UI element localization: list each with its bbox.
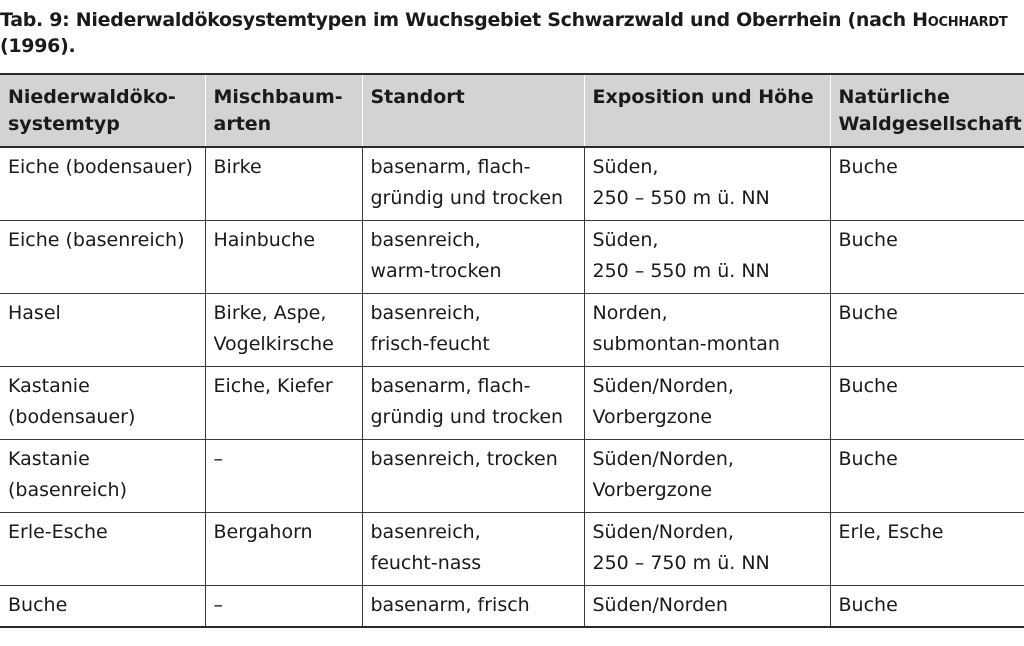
cell-mixed-tree-species: Bergahorn <box>205 512 362 585</box>
table-row <box>0 220 1024 293</box>
table-row <box>0 439 1024 512</box>
header-ecosystem-type: Niederwaldöko- systemtyp <box>0 74 205 147</box>
cell-exposition-altitude: Süden/Norden <box>584 585 830 627</box>
table-row <box>0 293 1024 366</box>
cell-site: basenarm, frisch <box>362 585 584 627</box>
cell-natural-forest-community: Buche <box>830 439 1024 512</box>
table-caption <box>0 7 1024 59</box>
cell-natural-forest-community: Erle, Esche <box>830 512 1024 585</box>
cell-ecosystem-type: Hasel <box>0 293 205 366</box>
cell-ecosystem-type: Kastanie (bodensauer) <box>0 366 205 439</box>
cell-exposition-altitude: Süden, 250 – 550 m ü. NN <box>584 220 830 293</box>
cell-ecosystem-type: Eiche (basenreich) <box>0 220 205 293</box>
caption-text: Tab. 9: Niederwaldökosystemtypen im Wuchsgebiet Schwarzwald und Oberrhein (nach <box>0 9 913 31</box>
cell-exposition-altitude: Süden, 250 – 550 m ü. NN <box>584 147 830 220</box>
header-mixed-tree-species: Mischbaum- arten <box>205 74 362 147</box>
cell-natural-forest-community: Buche <box>830 585 1024 627</box>
cell-exposition-altitude: Süden/Norden, Vorbergzone <box>584 366 830 439</box>
cell-mixed-tree-species: Birke <box>205 147 362 220</box>
header-natural-forest-community: Natürliche Waldgesellschaft <box>830 74 1024 147</box>
table-row <box>0 366 1024 439</box>
cell-ecosystem-type: Erle-Esche <box>0 512 205 585</box>
cell-mixed-tree-species: – <box>205 585 362 627</box>
forest-ecosystem-table <box>0 73 1024 628</box>
cell-mixed-tree-species: Hainbuche <box>205 220 362 293</box>
table-row <box>0 512 1024 585</box>
cell-natural-forest-community: Buche <box>830 220 1024 293</box>
cell-mixed-tree-species: Eiche, Kiefer <box>205 366 362 439</box>
cell-mixed-tree-species: – <box>205 439 362 512</box>
cell-ecosystem-type: Kastanie (basenreich) <box>0 439 205 512</box>
cell-site: basenreich, trocken <box>362 439 584 512</box>
header-site: Standort <box>362 74 584 147</box>
cell-ecosystem-type: Eiche (bodensauer) <box>0 147 205 220</box>
cell-natural-forest-community: Buche <box>830 293 1024 366</box>
caption-year: (1996). <box>0 35 76 57</box>
cell-exposition-altitude: Süden/Norden, 250 – 750 m ü. NN <box>584 512 830 585</box>
table-row <box>0 585 1024 627</box>
cell-mixed-tree-species: Birke, Aspe, Vogelkirsche <box>205 293 362 366</box>
cell-site: basenreich, feucht-nass <box>362 512 584 585</box>
cell-site: basenreich, warm-trocken <box>362 220 584 293</box>
table-header-row <box>0 74 1024 147</box>
cell-site: basenreich, frisch-feucht <box>362 293 584 366</box>
header-exposition-altitude: Exposition und Höhe <box>584 74 830 147</box>
cell-site: basenarm, flach- gründig und trocken <box>362 366 584 439</box>
cell-natural-forest-community: Buche <box>830 366 1024 439</box>
cell-site: basenarm, flach- gründig und trocken <box>362 147 584 220</box>
cell-exposition-altitude: Norden, submontan-montan <box>584 293 830 366</box>
caption-author: Hochhardt <box>912 9 1008 31</box>
cell-ecosystem-type: Buche <box>0 585 205 627</box>
cell-exposition-altitude: Süden/Norden, Vorbergzone <box>584 439 830 512</box>
table-row <box>0 147 1024 220</box>
cell-natural-forest-community: Buche <box>830 147 1024 220</box>
